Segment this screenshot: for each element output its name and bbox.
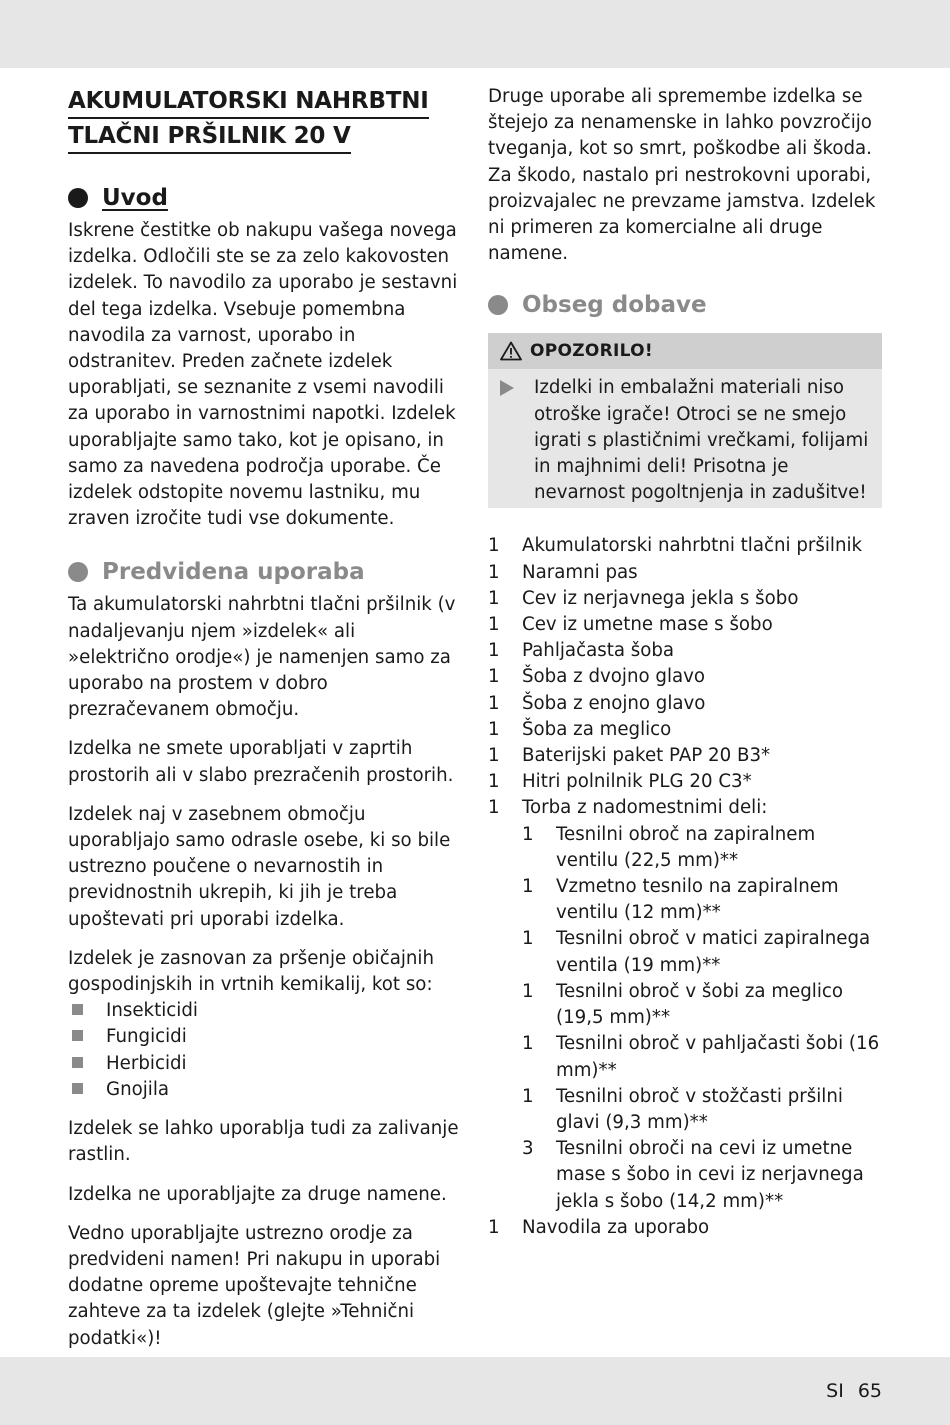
section-title-predvidena: Predvidena uporaba <box>102 559 365 586</box>
section-title-uvod: Uvod <box>102 185 168 211</box>
circle-bullet-icon <box>68 562 88 582</box>
left-column <box>68 84 460 1365</box>
square-bullet-icon <box>72 1057 83 1068</box>
list-item: 1 Šoba za meglico <box>488 718 672 740</box>
warning-box <box>488 333 882 508</box>
scope-list <box>488 533 882 1240</box>
list-item: Gnojila <box>68 1077 460 1103</box>
warning-triangle-icon <box>500 341 522 361</box>
predvidena-paragraph-2: Izdelka ne smete uporabljati v zaprtih prostorih ali v slabo prezračenih prostorih. <box>68 738 454 786</box>
predvidena-paragraph-8: Druge uporabe ali spremembe izdelka se štejejo za nenamenske in lahko povzročijo tveganja, kot so smrt, poškodbe ali škoda. Za škodo, nastalo pri nestrokovni uporabi, proizvajalec ne prevzame jamstva. Izdelek ni primeren za komercialne ali druge namene. <box>488 86 876 265</box>
section-heading-obseg <box>488 289 882 321</box>
list-item: 1 Cev iz umetne mase s šobo <box>488 614 773 636</box>
list-item: 1 Pahljačasta šoba <box>488 640 675 662</box>
list-item: 1 Šoba z enojno glavo <box>488 692 706 714</box>
list-item: 1 Torba z nadomestnimi deli: <box>488 797 768 819</box>
section-heading-uvod <box>68 182 460 214</box>
warning-text: Izdelki in embalažni materiali niso otroške igrače! Otroci se ne smejo igrati s plastičnimi vrečkami, folijami in majhnimi deli! Prisotna je nevarnost pogoltnjenja in zadušitve! <box>534 377 869 504</box>
section-title-obseg: Obseg dobave <box>522 292 707 319</box>
page-footer <box>826 1380 882 1402</box>
predvidena-paragraph-4: Izdelek je zasnovan za pršenje običajnih gospodinjskih in vrtnih kemikalij, kot so: <box>68 947 435 996</box>
list-item: 1 Cev iz nerjavnega jekla s šobo <box>488 587 799 609</box>
predvidena-paragraph-6: Izdelka ne uporabljajte za druge namene. <box>68 1183 447 1205</box>
right-column <box>488 84 882 1241</box>
sub-list-item: 1 Tesnilni obroč na zapiralnem ventilu (22,5 mm)** <box>522 823 816 871</box>
list-item: 1 Naramni pas <box>488 561 638 583</box>
list-item: Insekticidi <box>68 998 460 1024</box>
predvidena-paragraph-1: Ta akumulatorski nahrbtni tlačni pršilnik (v nadaljevanju njem »izdelek« ali »električno orodje«) je namenjen samo za uporabo na prostem v dobro prezračevanem območju. <box>68 594 456 721</box>
sub-list-item: 1 Tesnilni obroč v šobi za meglico (19,5 mm)** <box>522 980 844 1029</box>
sub-list-item: 1 Vzmetno tesnilo na zapiralnem ventilu (12 mm)** <box>522 876 839 924</box>
document-title <box>68 84 460 154</box>
list-item: 1 Akumulatorski nahrbtni tlačni pršilnik <box>488 535 863 557</box>
square-bullet-icon <box>72 1030 83 1041</box>
predvidena-paragraph-7: Vedno uporabljajte ustrezno orodje za predvideni namen! Pri nakupu in uporabi dodatne opreme upoštevajte tehnične zahteve za ta izdelek (glejte »Tehnični podatki«)! <box>68 1222 441 1349</box>
list-item: 1 Baterijski paket PAP 20 B3* <box>488 745 771 767</box>
sub-list-item: 3 Tesnilni obroči na cevi iz umetne mase s šobo in cevi iz nerjavnega jekla s šobo (14,2 mm)** <box>522 1138 864 1212</box>
predvidena-paragraph-3: Izdelek naj v zasebnem območju uporabljajo samo odrasle osebe, ki so bile ustrezno poučene o nevarnostih in previdnostnih ukrepih, ki jih je treba upoštevati pri uporabi izdelka. <box>68 803 451 930</box>
warning-body <box>488 369 882 508</box>
sub-list-item: 1 Tesnilni obroč v matici zapiralnega ventila (19 mm)** <box>522 928 871 976</box>
list-item: 1 Šoba z dvojno glavo <box>488 666 706 688</box>
warning-header <box>488 333 882 369</box>
section-heading-predvidena <box>68 556 460 588</box>
list-item: 1 Hitri polnilnik PLG 20 C3* <box>488 771 752 793</box>
footer-band <box>0 1357 950 1425</box>
header-band <box>0 0 950 68</box>
list-item: Herbicidi <box>68 1051 460 1077</box>
list-item: 1 Navodila za uporabo <box>488 1216 710 1238</box>
list-item: Fungicidi <box>68 1024 460 1050</box>
warning-title: OPOZORILO! <box>530 341 653 362</box>
title-line-1: AKUMULATORSKI NAHRBTNI <box>68 87 429 119</box>
sub-list-item: 1 Tesnilni obroč v pahljačasti šobi (16 mm)** <box>522 1033 880 1081</box>
title-line-2: TLAČNI PRŠILNIK 20 V <box>68 122 351 154</box>
square-bullet-icon <box>72 1004 83 1015</box>
chemicals-list <box>68 998 460 1103</box>
sub-list-item: 1 Tesnilni obroč v stožčasti pršilni glavi (9,3 mm)** <box>522 1085 843 1133</box>
triangle-arrow-icon <box>500 380 514 396</box>
language-code: SI <box>826 1380 844 1402</box>
predvidena-paragraph-5: Izdelek se lahko uporablja tudi za zalivanje rastlin. <box>68 1118 459 1166</box>
page-number: 65 <box>857 1380 882 1402</box>
circle-bullet-icon <box>488 295 508 315</box>
square-bullet-icon <box>72 1083 83 1094</box>
circle-bullet-icon <box>68 188 88 208</box>
uvod-paragraph: Iskrene čestitke ob nakupu vašega novega izdelka. Odločili ste se za zelo kakovosten izdelek. To navodilo za uporabo je sestavni del tega izdelka. Vsebuje pomembna navodila za varnost, uporabo in odstranitev. Preden začnete izdelek uporabljati, se seznanite z vsemi navodili za uporabo in varnostnimi napotki. Izdelek uporabljajte samo tako, kot je opisano, in samo za navedena področja uporabe. Če izdelek odstopite novemu lastniku, mu zraven izročite tudi vse dokumente. <box>68 220 458 530</box>
